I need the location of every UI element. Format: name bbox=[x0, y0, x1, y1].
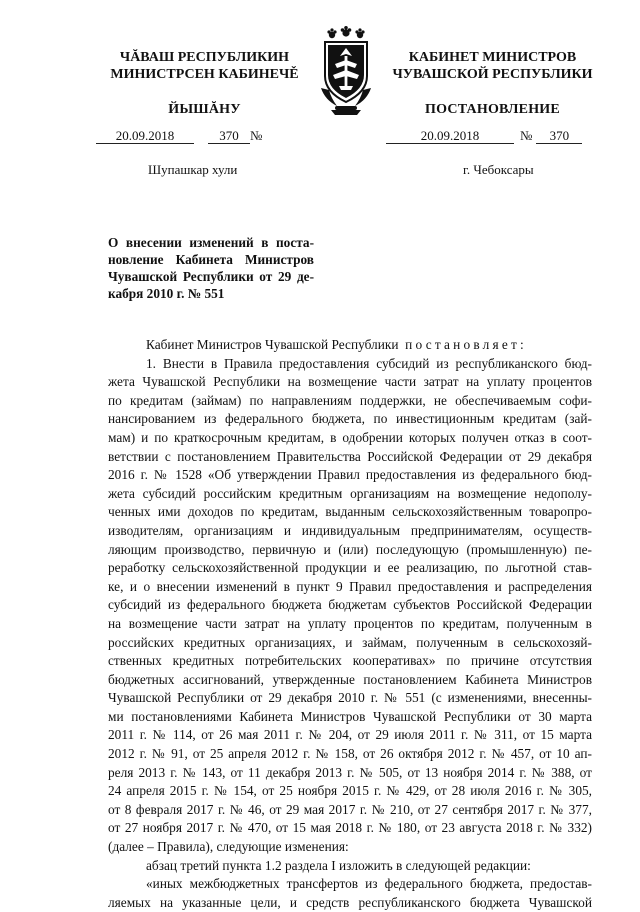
date-number-russian bbox=[386, 128, 582, 146]
preamble-text: Кабинет Министров Чувашской Республики bbox=[146, 337, 399, 352]
body-line: ляющим производство, первичную и (или) последующую (промышленную) пе- bbox=[108, 541, 592, 557]
body-line: 1. Внести в Правила предоставления субсидий из республиканского бюд- bbox=[146, 355, 592, 371]
body-line: 2012 г. № 91, от 25 апреля 2012 г. № 158, от 26 октября 2012 г. № 457, от 10 ап- bbox=[108, 746, 592, 762]
header-chuvash-line-1: ЧĂВАШ РЕСПУБЛИКИН bbox=[119, 50, 290, 65]
document-body bbox=[108, 336, 592, 912]
date-number-chuvash bbox=[96, 128, 262, 146]
document-title bbox=[108, 234, 314, 302]
emblem-icon bbox=[317, 26, 375, 116]
body-line: реработку сельскохозяйственной продукции и ее реализацию, по льготной став- bbox=[108, 560, 592, 576]
preamble bbox=[108, 336, 592, 355]
body-line: изводителям, организациям и индивидуальным предпринимателям, осуществ- bbox=[108, 522, 592, 538]
body-line: реля 2013 г. № 143, от 11 декабря 2013 г. № 505, от 13 ноября 2014 г. № 388, от bbox=[108, 764, 592, 780]
place-chuvash: Шупашкар хули bbox=[148, 162, 238, 177]
body-line: ветствии с постановлением Правительства Российской Федерации от 29 декабря bbox=[108, 448, 592, 464]
place-russian: г. Чебоксары bbox=[463, 162, 534, 177]
body-line: субсидий из федерального бюджета бюджетам субъектов Российской Федерации bbox=[108, 597, 592, 613]
number-field-chuvash: 370 bbox=[208, 128, 250, 144]
body-line: (далее – Правила), следующие изменения: bbox=[108, 839, 349, 855]
body-line: абзац третий пункта 1.2 раздела I изложить в следующей редакции: bbox=[146, 857, 531, 873]
body-line: ственных кредитных потребительских кооперативах» по причине отсутствия bbox=[108, 653, 592, 669]
body-line: ляемых на указанные цели, и средств республиканского бюджета Чувашской bbox=[108, 894, 592, 910]
body-line: ке, и о внесении изменений в пункт 9 Правил предоставления и распределения bbox=[108, 578, 592, 594]
header-russian bbox=[380, 50, 605, 119]
title-line: новление Кабинета Министров bbox=[108, 252, 314, 267]
body-line: по кредитам (займам) по направлениям поддержки, не обеспечиваемым софи- bbox=[108, 392, 592, 408]
preamble-resolves: постановляет: bbox=[405, 337, 527, 352]
doc-type-russian: ПОСТАНОВЛЕНИЕ bbox=[425, 102, 560, 117]
body-line: «иных межбюджетных трансфертов из федерального бюджета, предостав- bbox=[146, 876, 592, 892]
body-line: жета субсидий российским кредитным организациям на возмещение недополу- bbox=[108, 485, 592, 501]
date-field-chuvash: 20.09.2018 bbox=[96, 128, 194, 144]
body-line: от 8 февраля 2017 г. № 46, от 29 мая 2017 г. № 210, от 27 сентября 2017 г. № 377, bbox=[108, 801, 592, 817]
title-line: О внесении изменений в поста- bbox=[108, 235, 314, 250]
body-line: от 27 ноября 2017 г. № 470, от 15 мая 2018 г. № 180, от 23 августа 2018 г. № 332) bbox=[108, 820, 592, 836]
number-sign-chuvash: № bbox=[250, 128, 263, 143]
header-russian-line-1: КАБИНЕТ МИНИСТРОВ bbox=[408, 50, 577, 65]
body-line: ми постановлениями Кабинета Министров Чувашской Республики от 30 марта bbox=[108, 708, 592, 724]
header-chuvash bbox=[92, 50, 317, 119]
body-line: российских кредитных организациях, и займам, полученным в сельскохозяй- bbox=[108, 634, 592, 650]
header-chuvash-line-2: МИНИСТРСЕН КАБИНЕЧĚ bbox=[110, 66, 299, 82]
number-sign-russian: № bbox=[520, 128, 533, 143]
body-line: мам) и по краткосрочным кредитам, в одобрении которых получен отказ в соот- bbox=[108, 429, 592, 445]
body-line: 2016 г. № 1528 «Об утверждении Правил предоставления из федерального бюд- bbox=[108, 467, 592, 483]
title-line: Чувашской Республики от 29 де- bbox=[108, 269, 314, 284]
title-line: кабря 2010 г. № 551 bbox=[108, 286, 225, 301]
body-line: ченных ими доходов по кредитам, выданным сельскохозяйственным товаропро- bbox=[108, 504, 592, 520]
header-russian-line-2: ЧУВАШСКОЙ РЕСПУБЛИКИ bbox=[392, 66, 593, 82]
body-line: на возмещение части затрат на уплату процентов по кредитам, полученным в bbox=[108, 615, 592, 631]
body-line: бюджетных ассигнований, утвержденные постановлением Кабинета Министров bbox=[108, 671, 592, 687]
number-field-russian: 370 bbox=[536, 128, 582, 144]
date-field-russian: 20.09.2018 bbox=[386, 128, 514, 144]
doc-type-chuvash: ЙЫШĂНУ bbox=[168, 102, 241, 117]
body-line: 24 апреля 2015 г. № 154, от 25 ноября 2015 г. № 429, от 28 июля 2016 г. № 305, bbox=[108, 783, 592, 799]
body-line: нансированием из федерального бюджета, по инвестиционным кредитам (зай- bbox=[108, 411, 592, 427]
body-line: жета Чувашской Республики на возмещение части затрат на уплату процентов bbox=[108, 374, 592, 390]
body-line: Чувашской Республики от 29 декабря 2010 г. № 551 (с изменениями, внесенны- bbox=[108, 690, 592, 706]
body-line: 2011 г. № 114, от 26 мая 2011 г. № 204, от 29 июля 2011 г. № 311, от 15 марта bbox=[108, 727, 592, 743]
